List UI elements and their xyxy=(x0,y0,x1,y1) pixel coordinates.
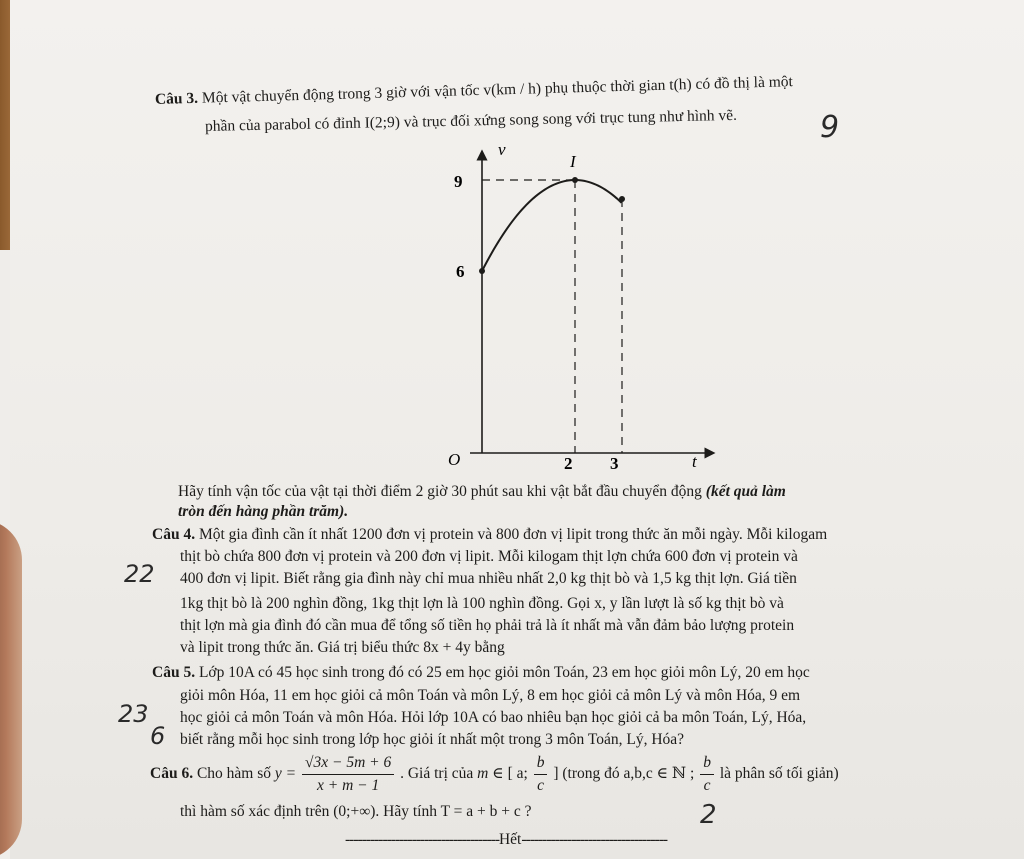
end-marker: -------------------------------------Hết----------------------------------- xyxy=(345,831,668,848)
y-tick-9: 9 xyxy=(454,172,463,191)
q4-label: Câu 4. xyxy=(152,526,196,543)
y-tick-6: 6 xyxy=(456,262,465,281)
point-vertex xyxy=(572,177,578,183)
q3-task-text: Hãy tính vận tốc của vật tại thời điểm 2 giờ 30 phút sau khi vật bắt đầu chuyển động xyxy=(178,483,702,500)
velocity-graph xyxy=(430,135,730,480)
q5-line-4: biết rằng mỗi học sinh trong lớp học giỏi ít nhất một trong 3 môn Toán, Lý, Hóa? xyxy=(180,731,685,748)
q5-line-3: học giỏi cả môn Toán và môn Hóa. Hỏi lớp 10A có bao nhiêu bạn học giỏi cả ba môn Toán, Lý, Hóa, xyxy=(180,709,807,726)
x-tick-3: 3 xyxy=(610,454,619,473)
x-tick-2: 2 xyxy=(564,454,573,473)
q5-label: Câu 5. xyxy=(152,664,196,681)
thumb xyxy=(0,520,22,859)
t-axis-label: t xyxy=(692,452,697,471)
q6-interval-fraction: $\frac{b}{c}$ xyxy=(534,752,548,797)
q4-line-1: Câu 4. Một gia đình cần ít nhất 1200 đơn vị protein và 800 đơn vị lipit trong thức ăn mỗi ngày. Mỗi kilogam xyxy=(152,526,828,543)
handwritten-mark-5: 2 xyxy=(700,800,717,830)
q3-task-paren-2: tròn đến hàng phần trăm). xyxy=(178,503,349,520)
q6-line-2: thì hàm số xác định trên (0;+∞). Hãy tính T = a + b + c ? xyxy=(180,803,532,820)
q3-label: Câu 3. xyxy=(154,89,199,108)
vertex-label: I xyxy=(570,152,576,171)
q6-bc-fraction: $\frac{b}{c}$ xyxy=(700,752,714,797)
handwritten-mark-2: 22 xyxy=(124,560,155,588)
q6-label: Câu 6. xyxy=(150,765,194,783)
point-start xyxy=(479,268,485,274)
handwritten-mark-1: 9 xyxy=(820,110,840,145)
q5-line-2: giỏi môn Hóa, 11 em học giỏi cả môn Toán và môn Lý, 8 em học giỏi cả môn Lý và môn Hóa, 9 em xyxy=(180,687,801,704)
point-end xyxy=(619,196,625,202)
q6-line-1: Câu 6. Cho hàm số y = $\frac{√3x - 5m + 6}{x + m - 1}$ . Giá trị của m ∈ [ a; $\frac{b}{c}$ ] (trong đó a,b,c ∈ ℕ ; $\frac{b}{c}$ là phân số tối giản) xyxy=(150,752,839,797)
q4-line-2: thịt bò chứa 800 đơn vị protein và 200 đơn vị lipit. Mỗi kilogam thịt lợn chứa 600 đơn vị protein và xyxy=(180,548,798,565)
q4-line-4: 1kg thịt bò là 200 nghìn đồng, 1kg thịt lợn là 100 nghìn đồng. Gọi x, y lần lượt là số kg thịt bò và xyxy=(180,595,784,612)
handwritten-mark-3: 23 xyxy=(118,700,149,728)
q3-task-line-1 xyxy=(178,482,786,502)
parabola-curve xyxy=(482,180,622,271)
handwritten-mark-4: 6 xyxy=(150,722,166,750)
q3-task-paren-1: (kết quả làm xyxy=(705,483,786,500)
q3-text-2: phần của parabol có đỉnh I(2;9) và trục đối xứng song song với trục tung như hình vẽ. xyxy=(204,106,738,135)
q4-line-3: 400 đơn vị lipit. Biết rằng gia đình này chỉ mua nhiều nhất 2,0 kg thịt bò và 1,5 kg thịt lợn. Giá tiền xyxy=(180,570,797,587)
q4-line-5: thịt lợn mà gia đình đó cần mua để tổng số tiền họ phải trả là ít nhất mà vẫn đảm bảo lượng protein xyxy=(180,617,795,634)
origin-label: O xyxy=(448,450,461,469)
q4-line-6: và lipit trong thức ăn. Giá trị biểu thức 8x + 4y bằng xyxy=(180,639,505,656)
q3-text-1: Một vật chuyển động trong 3 giờ với vận tốc v(km / h) phụ thuộc thời gian t(h) có đồ thị là một xyxy=(201,73,794,107)
v-axis-label: v xyxy=(498,140,506,159)
q6-function-fraction: $\frac{√3x - 5m + 6}{x + m - 1}$ xyxy=(302,752,394,797)
q5-line-1: Câu 5. Lớp 10A có 45 học sinh trong đó có 25 em học giỏi môn Toán, 23 em học giỏi môn Lý, 20 em học xyxy=(152,664,810,681)
